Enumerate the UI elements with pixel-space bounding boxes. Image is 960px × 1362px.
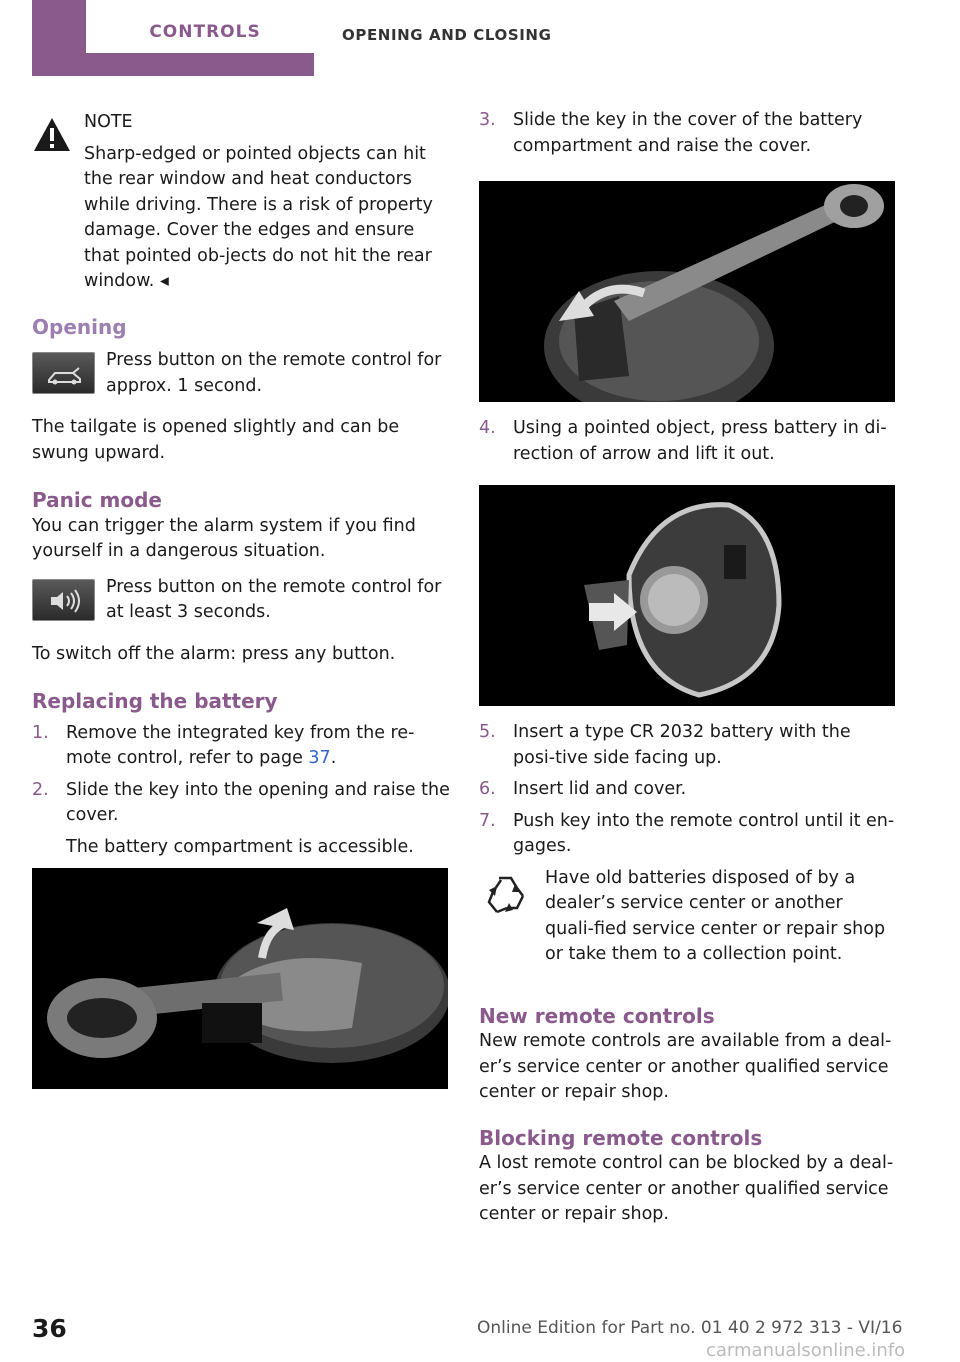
note-box bbox=[32, 110, 450, 295]
battery-heading: Replacing the battery bbox=[32, 689, 278, 713]
panic-text: You can trigger the alarm system if you find yourself in a dangerous situation. bbox=[32, 515, 416, 561]
note-text: Sharp-edged or pointed objects can hit the rear window and heat conductors while driving. There is a risk of property damage. Cover the edges and ensure that pointed ob-jects do not hit the rear window. bbox=[84, 143, 433, 291]
switch-off-text: To switch off the alarm: press any button. bbox=[32, 643, 396, 664]
new-remote-text: New remote controls are available from a deal-er’s service center or another qualified service center or repair shop. bbox=[479, 1031, 892, 1102]
battery-steps-list bbox=[32, 721, 450, 861]
opening-button-row bbox=[32, 348, 450, 399]
blocking-heading: Blocking remote controls bbox=[479, 1125, 763, 1150]
list-item bbox=[479, 777, 897, 803]
list-item bbox=[479, 720, 897, 771]
step-number: 4. bbox=[479, 418, 496, 438]
battery-steps-list-4 bbox=[479, 416, 897, 467]
panic-button-text: Press button on the remote control for at least 3 seconds. bbox=[106, 576, 442, 622]
battery-steps-list-5-7 bbox=[479, 720, 897, 860]
section-title: OPENING AND CLOSING bbox=[342, 26, 552, 44]
battery-steps-list-continued bbox=[479, 108, 897, 159]
step-number: 6. bbox=[479, 779, 496, 799]
chapter-title: CONTROLS bbox=[149, 22, 261, 42]
opening-button-text: Press button on the remote control for approx. 1 second. bbox=[106, 350, 442, 396]
blocking-text: A lost remote control can be blocked by a deal-er’s service center or another qualified service center or repair shop. bbox=[479, 1153, 894, 1224]
end-mark: ◂ bbox=[159, 271, 169, 291]
tailgate-button-icon bbox=[32, 352, 95, 394]
cover-raise-photo bbox=[479, 181, 895, 402]
step-number: 2. bbox=[32, 779, 49, 800]
step-text: Slide the key into the opening and raise the cover. bbox=[66, 779, 450, 825]
recycle-icon bbox=[479, 870, 531, 922]
step-number: 1. bbox=[32, 722, 49, 743]
opening-heading: Opening bbox=[32, 314, 127, 339]
step-text: Insert a type CR 2032 battery with the posi-tive side facing up. bbox=[513, 722, 851, 768]
step-text: Using a pointed object, press battery in di-rection of arrow and lift it out. bbox=[513, 418, 887, 464]
page-number: 36 bbox=[32, 1314, 67, 1343]
list-item bbox=[32, 721, 450, 772]
step-number: 3. bbox=[479, 110, 496, 130]
recycle-text: Have old batteries disposed of by a dealer’s service center or another quali-fied service center or repair shop or take them to a collection point. bbox=[545, 867, 886, 964]
panic-button-row bbox=[32, 575, 450, 626]
tailgate-text: The tailgate is opened slightly and can be swung upward. bbox=[32, 417, 400, 463]
note-title: NOTE bbox=[84, 112, 133, 132]
left-column bbox=[32, 108, 450, 1089]
battery-removal-photo bbox=[479, 485, 895, 706]
step-subtext: The battery compartment is accessible. bbox=[66, 836, 414, 857]
step-text: Push key into the remote control until it en-gages. bbox=[513, 810, 895, 856]
key-opening-photo bbox=[32, 868, 448, 1089]
panic-button-icon bbox=[32, 579, 95, 621]
page-link[interactable]: 37 bbox=[308, 748, 331, 768]
watermark: carmanualsonline.info bbox=[706, 1340, 906, 1361]
step-number: 7. bbox=[479, 810, 496, 831]
panic-heading: Panic mode bbox=[32, 488, 162, 512]
edition-text: Online Edition for Part no. 01 40 2 972 313 - VI/16 bbox=[477, 1318, 903, 1338]
step-text-end: . bbox=[330, 748, 337, 768]
list-item bbox=[32, 778, 450, 861]
warning-icon bbox=[32, 116, 72, 154]
recycle-note bbox=[479, 866, 897, 968]
list-item bbox=[479, 416, 897, 467]
list-item bbox=[479, 809, 897, 860]
list-item bbox=[479, 108, 897, 159]
chapter-tab bbox=[32, 0, 314, 76]
step-text: Insert lid and cover. bbox=[513, 779, 687, 799]
step-text: Slide the key in the cover of the battery compartment and raise the cover. bbox=[513, 110, 863, 156]
step-number: 5. bbox=[479, 722, 496, 742]
new-remote-heading: New remote controls bbox=[479, 1003, 715, 1028]
step-text: Remove the integrated key from the re-mote control, refer to page bbox=[66, 722, 415, 768]
right-column bbox=[479, 108, 897, 1228]
